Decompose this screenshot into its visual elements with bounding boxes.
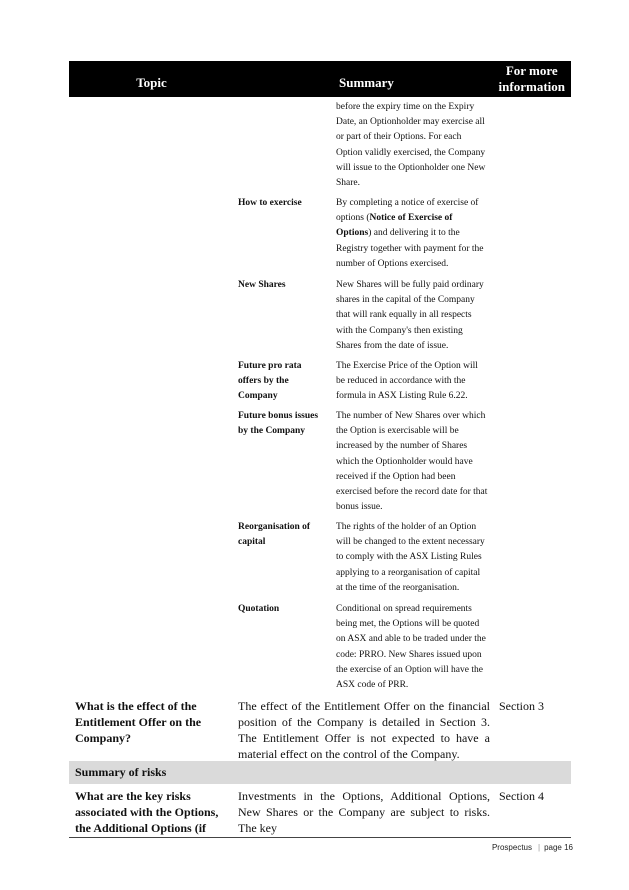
reorganisation-text	[336, 520, 494, 596]
text-line	[336, 211, 494, 226]
text-line: be reduced in accordance with the	[336, 376, 466, 387]
text-line: or part of their Options. For each	[336, 132, 462, 143]
header-more-info-line1: For more	[505, 63, 558, 78]
topic-line: Entitlement Offer on the	[75, 715, 202, 729]
text-line: being met, the Options will be quoted	[336, 619, 480, 630]
text-line: Share.	[336, 178, 361, 189]
quotation-label: Quotation	[238, 604, 280, 614]
text-line	[336, 226, 494, 241]
text-line: ASX code of PRR.	[336, 680, 409, 691]
text-line: at the time of the reorganisation.	[336, 582, 460, 593]
topic-line: What is the effect of the	[75, 699, 197, 713]
label-line: Company	[238, 391, 278, 401]
risks-section-ref: Section 4	[499, 789, 544, 803]
header-topic: Topic	[136, 75, 167, 90]
text-line: applying to a reorganisation of capital	[336, 567, 481, 578]
text-line: received if the Option had been	[336, 471, 456, 482]
label-line: by the Company	[238, 426, 306, 436]
text-line: bonus issue.	[336, 502, 383, 513]
future-pro-rata-label	[238, 359, 333, 404]
summary-of-risks-bar	[69, 761, 571, 784]
footer-separator: |	[538, 843, 541, 852]
reorganisation-label	[238, 520, 333, 550]
topic-line: associated with the Options,	[75, 805, 219, 819]
text-line: on ASX and able to be traded under the	[336, 634, 486, 645]
text-line: Conditional on spread requirements	[336, 604, 472, 614]
new-shares-label: New Shares	[238, 280, 286, 290]
how-to-exercise-label: How to exercise	[238, 198, 302, 208]
page-footer	[492, 843, 573, 852]
header-more-info	[499, 63, 565, 95]
header-more-info-line2: information	[498, 79, 565, 94]
text-line: Registry together with payment for the	[336, 243, 484, 254]
text-line: code: PRRO. New Shares issued upon	[336, 649, 482, 660]
text-line: will be changed to the extent necessary	[336, 537, 485, 548]
new-shares-text	[336, 278, 494, 354]
text-line: increased by the number of Shares	[336, 441, 468, 452]
continuation-text	[336, 100, 494, 191]
table-header	[69, 61, 571, 97]
text-bold-segment: Options	[336, 228, 369, 239]
footer-doc-name: Prospectus	[491, 843, 532, 852]
risks-summary: Investments in the Options, Additional Options, New Shares or the Company are subject to risks. The key	[238, 789, 490, 835]
text-line: New Shares will be fully paid ordinary	[336, 280, 484, 290]
risks-topic	[75, 788, 235, 836]
text-line: before the expiry time on the Expiry	[336, 102, 475, 112]
text-line: Date, an Optionholder may exercise all	[336, 117, 485, 128]
text-line: to comply with the ASX Listing Rules	[336, 552, 482, 563]
effect-section-ref: Section 3	[499, 699, 544, 713]
text-line: will issue to the Optionholder one New	[336, 162, 486, 173]
text-line: By completing a notice of exercise of	[336, 198, 479, 208]
text-line: number of Options exercised.	[336, 258, 449, 269]
text-line: The Exercise Price of the Option will	[336, 361, 478, 371]
effect-summary: The effect of the Entitlement Offer on the financial position of the Company is detailed in Section 3. The Entitlement Offer is not expected to have a material effect on the control of the Company.	[238, 699, 490, 761]
text-line: shares in the capital of the Company	[336, 295, 475, 306]
topic-line: What are the key risks	[75, 789, 191, 803]
footer-page-number: page 16	[544, 843, 573, 852]
text-line: the exercise of an Option will have the	[336, 664, 483, 675]
topic-line: Company?	[75, 731, 132, 745]
text-line: with the Company's then existing	[336, 325, 463, 336]
text-line: Option validly exercised, the Company	[336, 147, 486, 158]
text-line: formula in ASX Listing Rule 6.22.	[336, 391, 468, 402]
how-to-exercise-text	[336, 196, 494, 272]
topic-line: the Additional Options (if	[75, 821, 207, 835]
text-line: which the Optionholder would have	[336, 456, 473, 467]
text-line: the Option is exercisable will be	[336, 426, 459, 437]
future-pro-rata-text	[336, 359, 494, 405]
effect-topic	[75, 698, 235, 746]
text-line: The rights of the holder of an Option	[336, 522, 477, 532]
text-bold-segment: Notice of Exercise of	[369, 213, 453, 224]
text-segment: options (	[336, 213, 370, 224]
label-line: Future pro rata	[238, 361, 302, 371]
footer-divider	[69, 837, 571, 838]
text-line: exercised before the record date for that	[336, 487, 488, 498]
header-summary: Summary	[339, 75, 394, 90]
text-line: Shares from the date of issue.	[336, 340, 449, 351]
label-line: offers by the	[238, 376, 289, 386]
text-segment: ) and delivering it to the	[368, 228, 460, 239]
future-bonus-text	[336, 409, 494, 515]
summary-of-risks-heading: Summary of risks	[75, 765, 167, 779]
label-line: Future bonus issues	[238, 411, 319, 421]
text-line: that will rank equally in all respects	[336, 310, 472, 321]
quotation-text	[336, 602, 494, 693]
text-line: The number of New Shares over which	[336, 411, 486, 421]
future-bonus-label	[238, 409, 333, 439]
label-line: capital	[238, 537, 266, 547]
label-line: Reorganisation of	[238, 522, 311, 532]
